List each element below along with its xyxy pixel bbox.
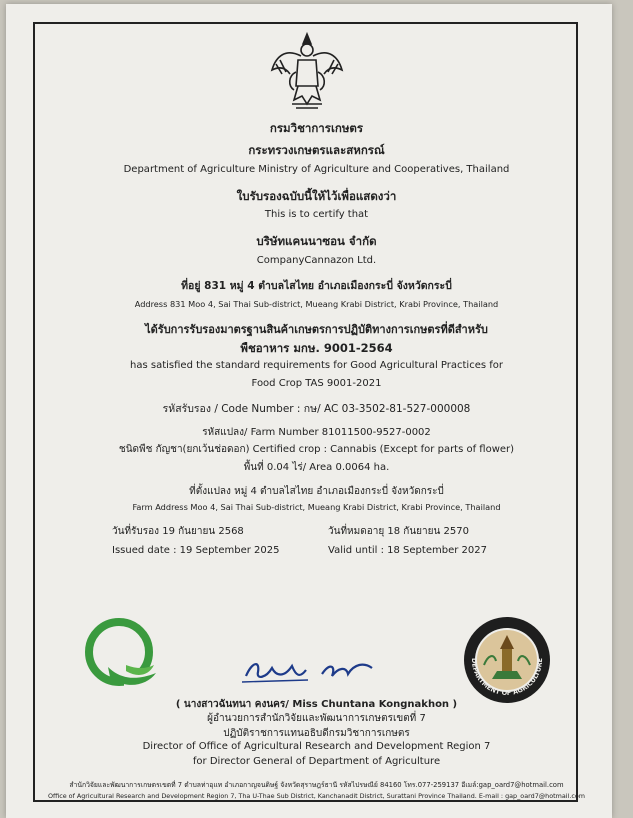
standard-statement-thai-1: ได้รับการรับรองมาตรฐานสินค้าเกษตรการปฏิบัติทางการเกษตรที่ดีสำหรับ — [145, 323, 488, 336]
ministry-name-thai: กระทรวงเกษตรและสหกรณ์ — [248, 143, 385, 157]
department-name-thai: กรมวิชาการเกษตร — [269, 121, 364, 135]
farm-area: พื้นที่ 0.04 ไร่/ Area 0.0064 ha. — [243, 462, 390, 473]
company-address-thai: ที่อยู่ 831 หมู่ 4 ตำบลไสไทย อำเภอเมืองกระบี่ จังหวัดกระบี่ — [181, 280, 452, 292]
farm-address-english: Farm Address Moo 4, Sai Thai Sub-district, Mueang Krabi District, Krabi Province, Thailand — [132, 502, 501, 512]
signatory-title-thai-2: ปฏิบัติราชการแทนอธิบดีกรมวิชาการเกษตร — [223, 728, 410, 739]
issued-date-english: Issued date : 19 September 2025 — [112, 545, 280, 556]
standard-statement-thai-2: พืชอาหาร มกษ. 9001-2564 — [240, 341, 393, 355]
company-address-english: Address 831 Moo 4, Sai Thai Sub-district, Mueang Krabi District, Krabi Province, Thailand — [134, 299, 499, 309]
farm-number: รหัสแปลง/ Farm Number 81011500-9527-0002 — [202, 427, 431, 438]
company-name-thai: บริษัทแคนนาซอน จำกัด — [256, 234, 377, 248]
certify-statement-english: This is to certify that — [264, 209, 369, 220]
signatory-title-english-2: for Director General of Department of Agriculture — [192, 756, 441, 767]
footer-address-thai: สำนักวิจัยและพัฒนาการเกษตรเขตที่ 7 ตำบลท่าอุแท อำเภอกาญจนดิษฐ์ จังหวัดสุราษฎร์ธานี รหัสไปรษณีย์ 84160 โทร.077-259137 อีเมล์:gap_oard7@hotmail.com — [69, 781, 564, 789]
signatory-title-english-1: Director of Office of Agricultural Research and Development Region 7 — [142, 741, 491, 752]
seal-ring-text: DEPARTMENT OF AGRICULTURE — [469, 657, 545, 698]
valid-until-thai: วันที่หมดอายุ 18 กันยายน 2570 — [328, 526, 469, 537]
standard-statement-english-1: has satisfied the standard requirements for Good Agricultural Practices for — [130, 360, 503, 371]
certified-crop: ชนิดพืช กัญชา(ยกเว้นช่อดอก) Certified crop : Cannabis (Except for parts of flower) — [118, 444, 515, 455]
valid-until-english: Valid until : 18 September 2027 — [328, 545, 487, 556]
q-certification-logo-icon — [80, 615, 158, 695]
garuda-emblem-icon — [268, 30, 346, 112]
issued-date-thai: วันที่รับรอง 19 กันยายน 2568 — [112, 526, 244, 537]
signatory-title-thai-1: ผู้อำนวยการสำนักวิจัยและพัฒนาการเกษตรเขตที่ 7 — [207, 713, 426, 724]
department-name-english: Department of Agriculture Ministry of Agriculture and Cooperatives, Thailand — [123, 164, 510, 175]
director-signature — [238, 652, 378, 690]
certify-statement-thai: ใบรับรองฉบับนี้ให้ไว้เพื่อแสดงว่า — [236, 189, 397, 203]
standard-statement-english-2: Food Crop TAS 9001-2021 — [251, 378, 382, 389]
signatory-name: ( นางสาวฉันทนา คงนคร/ Miss Chuntana Kongnakhon ) — [175, 699, 458, 710]
footer-address-english: Office of Agricultural Research and Development Region 7, Tha U-Thae Sub District, Kanchanadit District, Surattani Province Thailand. E-mail : gap_oard7@hotmail.com — [48, 792, 585, 800]
farm-address-thai: ที่ตั้งแปลง หมู่ 4 ตำบลไสไทย อำเภอเมืองกระบี่ จังหวัดกระบี่ — [189, 486, 444, 497]
certificate-code-number: รหัสรับรอง / Code Number : กษ/ AC 03-3502-81-527-000008 — [162, 403, 471, 415]
company-name-english: CompanyCannazon Ltd. — [256, 255, 377, 266]
department-of-agriculture-seal-icon — [462, 615, 552, 705]
